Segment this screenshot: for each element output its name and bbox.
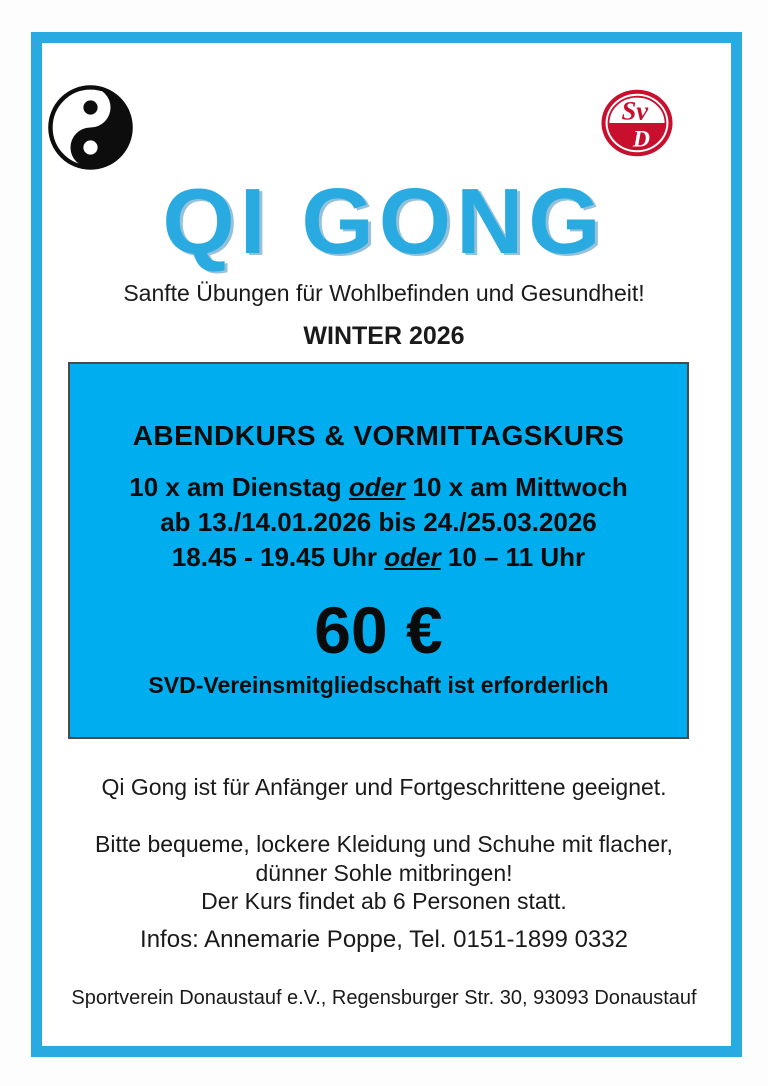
course-info-box — [68, 362, 689, 739]
contact-info: Infos: Annemarie Poppe, Tel. 0151-1899 0332 — [140, 926, 628, 953]
course-schedule — [70, 470, 687, 575]
day-line-post: 10 x am Mittwoch — [412, 472, 628, 502]
suitability-note: Qi Gong ist für Anfänger und Fortgeschrittene geeignet. — [101, 774, 667, 800]
course-date-line: ab 13./14.01.2026 bis 24./25.03.2026 — [160, 507, 597, 537]
min-participants-note: Der Kurs findet ab 6 Personen statt. — [201, 888, 567, 914]
svd-logo-bottom-text: D — [632, 126, 650, 153]
course-heading: ABENDKURS & VORMITTAGSKURS — [132, 420, 625, 451]
course-price: 60 € — [314, 593, 443, 667]
clothing-note — [0, 830, 768, 916]
page-title: QI GONG — [162, 169, 606, 273]
svd-club-logo-icon — [600, 88, 674, 158]
course-time-line — [70, 540, 687, 575]
clothing-line-2: dünner Sohle mitbringen! — [255, 859, 513, 886]
time-line-pre: 18.45 - 19.45 Uhr — [171, 542, 378, 572]
day-line-oder: oder — [348, 472, 406, 502]
svd-logo-top-text: Sv — [621, 95, 649, 126]
day-line-pre: 10 x am Dienstag — [129, 472, 342, 502]
membership-note: SVD-Vereinsmitgliedschaft ist erforderlich — [148, 672, 609, 698]
club-address: Sportverein Donaustauf e.V., Regensburger Str. 30, 93093 Donaustauf — [71, 987, 697, 1009]
subtitle: Sanfte Übungen für Wohlbefinden und Gesundheit! — [123, 280, 645, 306]
clothing-line-1: Bitte bequeme, lockere Kleidung und Schuhe mit flacher, — [95, 831, 673, 857]
time-line-oder: oder — [384, 542, 441, 572]
yin-yang-icon — [46, 83, 135, 172]
season-label: WINTER 2026 — [303, 322, 465, 350]
time-line-post: 10 – 11 Uhr — [447, 542, 586, 572]
course-day-line — [70, 470, 687, 505]
